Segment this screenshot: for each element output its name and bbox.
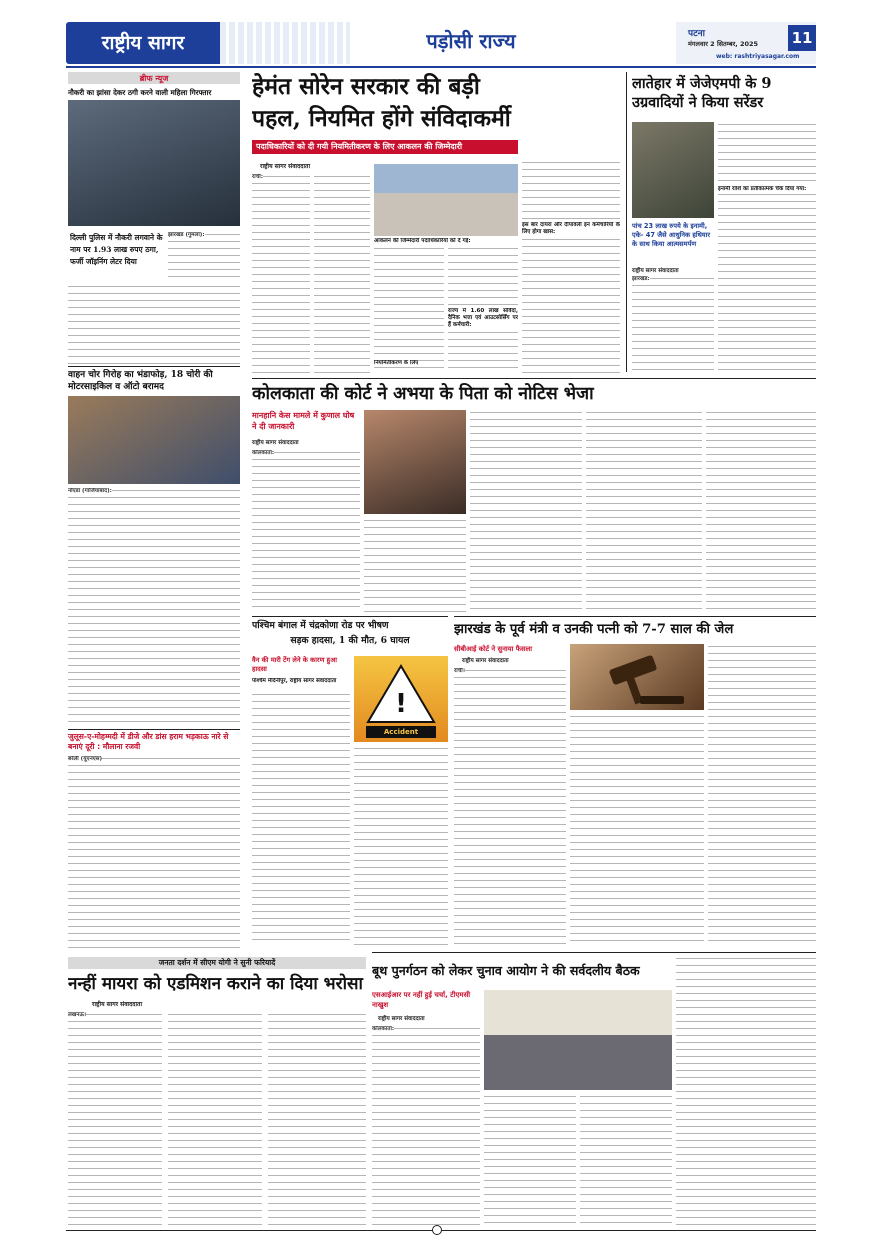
city-label: पटना [688, 29, 705, 39]
lead-caption: आकलन की जिम्मेदारी पदाधिकारियों को दे गई: [374, 238, 471, 244]
kolkata-body-col4 [586, 410, 702, 612]
left-story-3-body [68, 756, 240, 953]
bengal-kicker: वैन की मारी टेंग लेने के कारण हुआ हादसा [252, 656, 337, 673]
booth-kicker: एसआईआर पर नहीं हुई चर्चा, टीएमसी नाखुश [372, 991, 471, 1009]
jharkhand-kicker: सीबीआई कोर्ट ने सुनाया फैसला [454, 645, 532, 653]
left-story-2-dateline: नोएडा (गाजियाबाद): [68, 488, 112, 494]
lead-building-photo [374, 164, 518, 236]
booth-byline: राष्ट्रीय सागर संवाददाता [378, 1016, 425, 1022]
kolkata-body-col3 [470, 410, 582, 612]
lead-headline-line2: पहल, नियमित होंगे संविदाकर्मी [252, 105, 511, 132]
booth-dateline: कोलकाता: [372, 1026, 395, 1032]
left-story-4-byline: राष्ट्रीय सागर संवाददाता [92, 1001, 143, 1008]
kolkata-headline: कोलकाता की कोर्ट ने अभया के पिता को नोटिस भेजा [252, 384, 594, 404]
kolkata-body-col5 [706, 410, 816, 612]
right-top-body-col1 [632, 276, 714, 372]
jharkhand-body-col2 [570, 714, 704, 946]
kolkata-body-col1 [252, 450, 360, 612]
section-title: पड़ोसी राज्य [426, 29, 516, 53]
lead-body-col5 [522, 160, 620, 374]
jharkhand-byline: राष्ट्रीय सागर संवाददाता [462, 658, 509, 664]
masthead-rule [66, 66, 816, 68]
date-label: मंगलवार 2 सितम्बर, 2025 [688, 40, 759, 48]
svg-text:!: ! [395, 689, 407, 719]
left-story-4-strap-text: जनता दर्शन में सीएम योगी ने सुनी फरियादें [158, 958, 276, 967]
left-story-1-body [68, 284, 240, 364]
bengal-dateline: पश्चिम मेदिनीपुर, राष्ट्रीय सागर संवाददाता [252, 678, 337, 684]
registration-mark-icon [432, 1225, 442, 1235]
kolkata-top-rule [252, 378, 816, 379]
left-divider-1 [68, 366, 240, 367]
left-story-4-headline: नन्हीं मायरा को एडमिशन कराने का दिया भरोसा [68, 974, 363, 994]
booth-body-col1 [372, 1026, 480, 1226]
left-story-4-dateline: लखनऊ। [68, 1012, 86, 1018]
left-story-2-body [68, 488, 240, 726]
lead-caption-body [374, 246, 444, 374]
booth-top-rule [372, 952, 816, 953]
kolkata-body-col2 [364, 518, 466, 612]
jharkhand-headline: झारखंड के पूर्व मंत्री व उनकी पत्नी को 7-7 साल की जेल [454, 622, 734, 637]
left-story-2-photo [68, 396, 240, 484]
brand-name: राष्ट्रीय सागर [101, 32, 185, 54]
lead-body-col1 [252, 174, 310, 374]
left-story-1-photo [68, 100, 240, 226]
right-column-divider [626, 72, 627, 372]
lead-body-col2 [314, 174, 370, 374]
lead-caption-2: नियमितीकरण के लिए [374, 360, 419, 366]
left-story-4-body-col1 [68, 1012, 162, 1226]
left-story-1-headline: नौकरी का झांसा देकर ठगी करने वाली महिला गिरफ्तार [68, 88, 212, 97]
right-top-headline: लातेहार में जेजेएमपी के 9 उग्रवादियों ने किया सरेंडर [632, 75, 772, 111]
jharkhand-body-col3 [708, 644, 816, 946]
lead-byline: राष्ट्रीय सागर संवाददाता [260, 163, 311, 170]
bengal-body-col2 [354, 746, 448, 946]
bengal-headline-line2: सड़क हादसा, 1 की मौत, 6 घायल [290, 635, 410, 646]
kolkata-dateline: कोलकाता: [252, 450, 275, 456]
lead-cross-head: इस बार दायरा और दीपावली इन कर्मचारियों के लिए होगा खास: [522, 222, 620, 235]
left-story-2-headline: वाहन चोर गिरोह का भंडाफोड़, 18 चोरी की मोटरसाइकिल व ऑटो बरामद [68, 370, 213, 392]
bengal-body-col1 [252, 692, 350, 946]
accident-sign-label: Accident [366, 726, 436, 738]
right-top-photo [632, 122, 714, 218]
bengal-accident-graphic [354, 656, 448, 742]
left-story-4-body-col3 [268, 1012, 366, 1226]
booth-headline: बूथ पुनर्गठन को लेकर चुनाव आयोग ने की सर्वदलीय बैठक [372, 963, 640, 978]
lead-subhead: पदाधिकारियों को दी गयी नियमितीकरण के लिए आकलन की जिम्मेदारी [252, 140, 518, 154]
booth-body-col4 [676, 956, 816, 1226]
left-divider-2 [68, 729, 240, 730]
left-story-4-body-col2 [168, 1012, 262, 1226]
booth-meeting-photo [484, 990, 672, 1090]
booth-body-col3 [580, 1094, 672, 1226]
kolkata-kicker: मानहानि केस मामले में कुणाल घोष ने दी जानकारी [252, 411, 355, 431]
left-story-1-text-col [168, 232, 240, 282]
left-story-1-dateline: झारखंड (गुमला): [168, 232, 205, 238]
left-story-3-headline: जुलूस-ए-मोहम्मदी में डीजे और डांस हराम भड़काऊ नारे से बनाएं दूरी : मौलाना रजवी [68, 732, 229, 751]
left-story-1-kicker: दिल्ली पुलिस में नौकरी लगवाने के नाम पर 1.93 लाख रुपए ठगा, फर्जी जॉइनिंग लेटर दिया [70, 233, 163, 266]
left-story-3-dateline: बरेली (यूएनएस) [68, 756, 103, 762]
page-number: 11 [788, 25, 816, 51]
lead-headline-line1: हेमंत सोरेन सरकार की बड़ी [252, 73, 480, 100]
jharkhand-top-rule [454, 616, 816, 617]
right-top-caption: पांच 23 लाख रुपये के इनामी, एके- 47 जैसे आधुनिक हथियार के साथ किया आत्मसमर्पण [632, 222, 711, 248]
web-address: web: rashtriyasagar.com [716, 53, 800, 60]
lead-dateline: रांची: [252, 174, 263, 180]
gavel-icon [570, 644, 704, 710]
masthead-dots-decoration [220, 22, 350, 64]
right-top-cross-head: इनामी राशि का प्रतीकात्मक चेक दिया गया: [718, 186, 816, 193]
jharkhand-body-col1 [454, 668, 566, 946]
jharkhand-dateline: रांची। [454, 668, 465, 674]
masthead [66, 22, 816, 64]
jharkhand-gavel-photo [570, 644, 704, 710]
brief-news-text: ब्रीफ न्यूज [139, 74, 169, 83]
booth-body-col2 [484, 1094, 576, 1226]
right-top-body-col2 [718, 122, 816, 372]
right-top-dateline: झारखंड: [632, 276, 650, 282]
bengal-headline-line1: पश्चिम बंगाल में चंद्रकोणा रोड पर भीषण [252, 620, 389, 631]
kolkata-portrait-photo [364, 410, 466, 514]
right-top-byline: राष्ट्रीय सागर संवाददाता [632, 268, 679, 274]
kolkata-byline: राष्ट्रीय सागर संवाददाता [252, 440, 299, 446]
lead-cross-head-2: राज्य में 1.60 लाख संविदा, दैनिक भत्ता एवं आउटसोर्सिंग पर हैं कर्मचारी: [448, 308, 518, 328]
